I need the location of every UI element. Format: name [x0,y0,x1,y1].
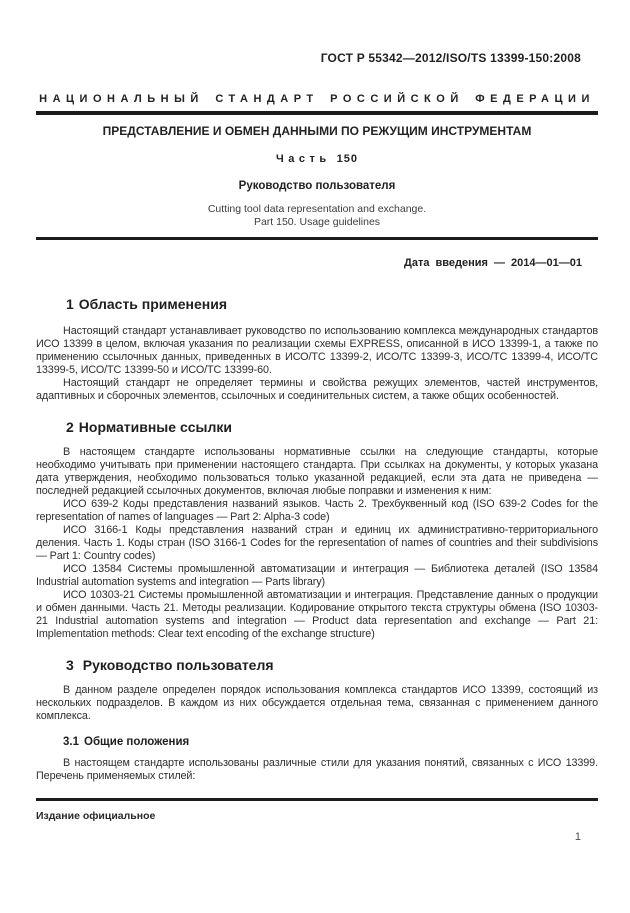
paragraph: Настоящий стандарт не определяет термины и свойства режущих элементов, частей инструментов, адаптивных и сборочных элементов, ссылочных и соединительных систем, а также общих особенностей. [36,377,598,402]
doc-subtitle-ru: Руководство пользователя [238,180,396,192]
normative-reference: ИСО 3166-1 Коды представления названий стран и единиц их административно-территориального деления. Часть 1. Коды стран (ISO 3166-1 Codes for the representation of names of countries and their subdivisions — Part 1: Country codes) [36,524,598,562]
section-3-title: Руководство пользователя [82,657,274,673]
normative-reference: ИСО 639-2 Коды представления названий языков. Часть 2. Трехбуквенный код (ISO 639-2 Codes for the representation of names of languages — Part 2: Alpha-3 code) [36,498,598,523]
section-1-title: Область применения [78,296,228,312]
section-2-number: 2 [66,419,74,435]
section-1-heading [66,295,598,313]
section-2-title: Нормативные ссылки [78,419,232,435]
doc-title: ПРЕДСТАВЛЕНИЕ И ОБМЕН ДАННЫМИ ПО РЕЖУЩИМ ИНСТРУМЕНТАМ [102,124,532,138]
paragraph: В данном разделе определен порядок использования комплекса стандартов ИСО 13399, состоящий из нескольких подразделов. В каждом из них обсуждается отдельная тема, связанная с применением данного комплекса. [36,684,598,722]
title-rule [36,237,598,240]
part-number: 150 [336,153,358,165]
paragraph: В настоящем стандарте использованы нормативные ссылки на следующие стандарты, которые необходимо учитывать при применении настоящего стандарта. При ссылках на документы, у которых указана дата утверждения, необходимо пользоваться только указанной редакцией, если эта дата не приведена — последней редакцией ссылочных документов, включая любые поправки и изменения к ним: [36,446,598,497]
header-rule [36,111,598,115]
national-standard-label: НАЦИОНАЛЬНЫЙ СТАНДАРТ РОССИЙСКОЙ ФЕДЕРАЦИИ [39,93,595,105]
footer-edition-note: Издание официальное [36,810,156,822]
part-label [36,152,598,166]
part-word: Часть [276,153,331,165]
paragraph: В настоящем стандарте использованы различные стили для указания понятий, связанных с ИСО 13399. Перечень применяемых стилей: [36,757,598,782]
subsection-3-1-title: Общие положения [84,736,190,748]
section-1-body [36,325,598,403]
effective-date: Дата введения — 2014—01—01 [404,257,582,269]
section-3-number: 3 [66,657,74,673]
subsection-3-1-heading [63,735,598,749]
section-3-body [36,684,598,723]
section-1-number: 1 [66,296,74,312]
section-2-body [36,446,598,641]
normative-reference: ИСО 10303-21 Системы промышленной автоматизации и интеграция. Представление данных о продукции и обмен данными. Часть 21. Методы реализации. Кодирование открытого текста структуры обмена (ISO 10303-21 Industrial automation systems and integration — Product data representation and exchange — Part 21: Implementation methods: Clear text encoding of the exchange structure) [36,589,598,640]
normative-reference: ИСО 13584 Системы промышленной автоматизации и интеграция — Библиотека деталей (ISO 13584 Industrial automation systems and integration — Parts library) [36,563,598,588]
doc-subtitle-en [36,203,598,229]
footer-rule [36,798,598,801]
subsection-3-1-body [36,757,598,783]
doc-code: ГОСТ Р 55342—2012/ISO/TS 13399-150:2008 [320,51,581,65]
section-2-heading [66,418,598,436]
doc-subtitle-en-line2: Part 150. Usage guidelines [253,216,381,228]
page-number: 1 [574,831,581,843]
section-3-heading [66,656,598,674]
paragraph: Настоящий стандарт устанавливает руководство по использованию комплекса международных стандартов ИСО 13399 в целом, включая указания по реализации схемы EXPRESS, описанной в ИСО 13399-1, а также по применению ссылочных данных, приведенных в ИСО/ТС 13399-2, ИСО/ТС 13399-3, ИСО/ТС 13399-4, ИСО/ТС 13399-5, ИСО/ТС 13399-50 и ИСО/ТС 13399-60. [36,325,598,376]
doc-subtitle-en-line1: Cutting tool data representation and exchange. [207,203,427,215]
subsection-3-1-number: 3.1 [63,736,79,748]
footer [36,798,598,844]
